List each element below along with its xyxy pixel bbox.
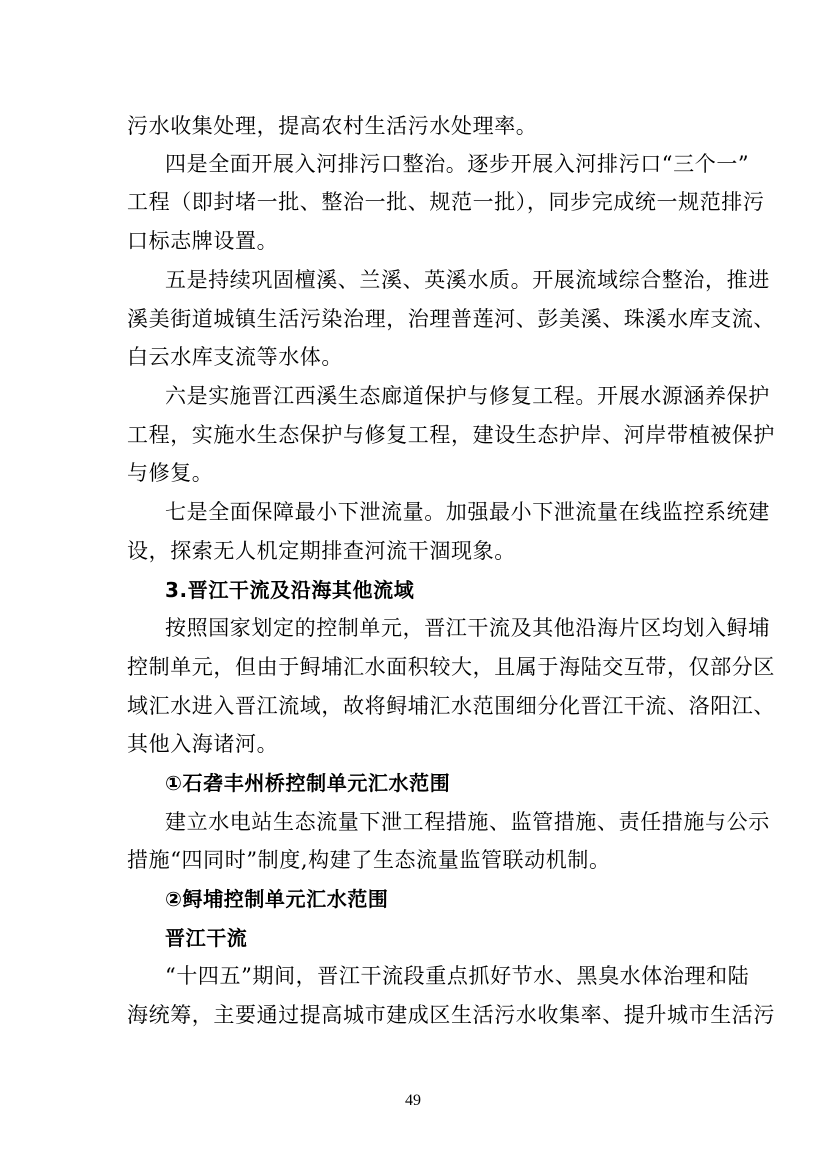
body-text-line: 海统筹，主要通过提高城市建成区生活污水收集率、提升城市生活污 xyxy=(127,1003,775,1027)
body-text-line: 五是持续巩固檀溪、兰溪、英溪水质。开展流域综合整治，推进 xyxy=(165,268,770,292)
body-text-line: 控制单元，但由于鲟埔汇水面积较大，且属于海陆交互带，仅部分区 xyxy=(127,655,775,679)
body-text-line: 污水收集处理，提高农村生活污水处理率。 xyxy=(127,114,538,138)
subsection-heading: 晋江干流 xyxy=(165,926,248,950)
body-text-line: 白云水库支流等水体。 xyxy=(127,345,343,369)
body-text-line: 设，探索无人机定期排查河流干涸现象。 xyxy=(127,539,516,563)
body-text-line: 与修复。 xyxy=(127,461,214,485)
body-text-line: 域汇水进入晋江流域，故将鲟埔汇水范围细分化晋江干流、洛阳江、 xyxy=(127,694,775,718)
body-text-line: 七是全面保障最小下泄流量。加强最小下泄流量在线监控系统建 xyxy=(165,500,770,524)
body-text-line: 措施“四同时”制度,构建了生态流量监管联动机制。 xyxy=(127,848,611,872)
body-text-line: 口标志牌设置。 xyxy=(127,229,279,253)
subsection-heading: ①石砻丰州桥控制单元汇水范围 xyxy=(165,771,451,795)
body-text-line: 工程（即封堵一批、整治一批、规范一批），同步完成统一规范排污 xyxy=(127,190,765,214)
body-text-line: 建立水电站生态流量下泄工程措施、监管措施、责任措施与公示 xyxy=(165,810,770,834)
body-text-line: 六是实施晋江西溪生态廊道保护与修复工程。开展水源涵养保护 xyxy=(165,384,770,408)
body-text-line: 其他入海诸河。 xyxy=(127,732,279,756)
body-text-line: 溪美街道城镇生活污染治理，治理普莲河、彭美溪、珠溪水库支流、 xyxy=(127,307,775,331)
body-text-line: 工程，实施水生态保护与修复工程，建设生态护岸、河岸带植被保护 xyxy=(127,423,775,447)
section-heading: 3.晋江干流及沿海其他流域 xyxy=(165,578,415,602)
body-text-line: 四是全面开展入河排污口整治。逐步开展入河排污口“三个一” xyxy=(165,152,750,176)
page-number: 49 xyxy=(405,1092,421,1109)
body-text-line: 按照国家划定的控制单元，晋江干流及其他沿海片区均划入鲟埔 xyxy=(165,616,770,640)
subsection-heading: ②鲟埔控制单元汇水范围 xyxy=(165,887,389,911)
body-text-line: “十四五”期间，晋江干流段重点抓好节水、黑臭水体治理和陆 xyxy=(165,964,750,988)
